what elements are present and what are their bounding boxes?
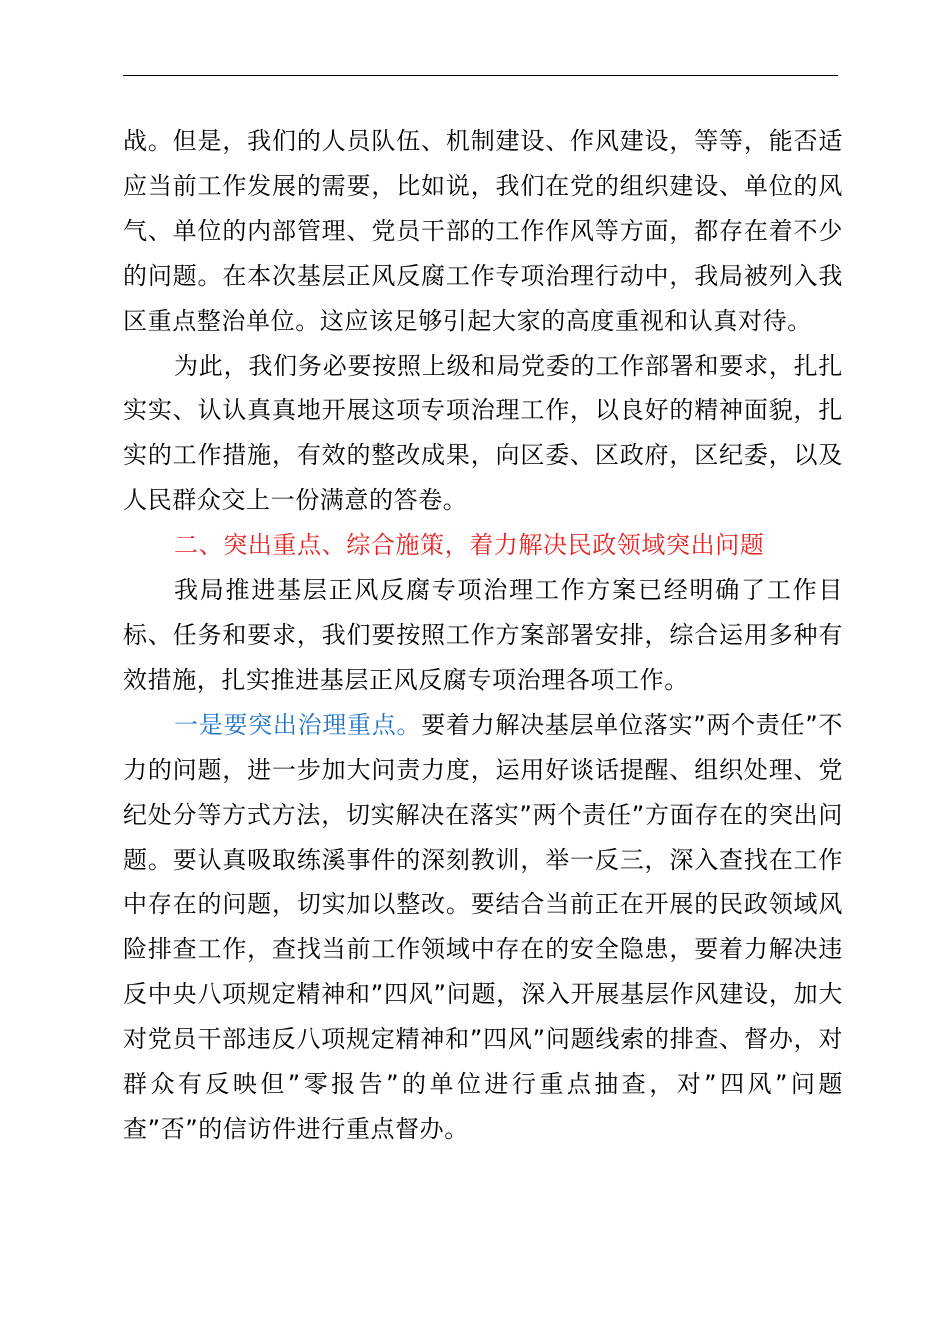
document-body: [123, 119, 843, 1152]
paragraph-continuation: 战。但是，我们的人员队伍、机制建设、作风建设，等等，能否适应当前工作发展的需要，比如说，我们在党的组织建设、单位的风气、单位的内部管理、党员干部的工作作风等方面，都存在着不少的问题。在本次基层正风反腐工作专项治理行动中，我局被列入我区重点整治单位。这应该足够引起大家的高度重视和认真对待。: [123, 127, 843, 335]
paragraph-commitment: 为此，我们务必要按照上级和局党委的工作部署和要求，扎扎实实、认认真真地开展这项专项治理工作，以良好的精神面貌，扎实的工作措施，有效的整改成果，向区委、区政府，区纪委，以及人民群众交上一份满意的答卷。: [123, 351, 843, 515]
paragraph-focus: [123, 703, 843, 1152]
paragraph-plan: 我局推进基层正风反腐专项治理工作方案已经明确了工作目标、任务和要求，我们要按照工作方案部署安排，综合运用多种有效措施，扎实推进基层正风反腐专项治理各项工作。: [123, 576, 843, 694]
point-lead: 一是要突出治理重点。: [174, 710, 422, 739]
point-body: 要着力解决基层单位落实”两个责任”不力的问题，进一步加大问责力度，运用好谈话提醒、组织处理、党纪处分等方式方法，切实解决在落实”两个责任”方面存在的突出问题。要认真吸取练溪事件的深刻教训，举一反三，深入查找在工作中存在的问题，切实加以整改。要结合当前正在开展的民政领域风险排查工作，查找当前工作领域中存在的安全隐患，要着力解决违反中央八项规定精神和”四风”问题，深入开展基层作风建设，加大对党员干部违反八项规定精神和”四风”问题线索的排查、督办，对群众有反映但”零报告”的单位进行重点抽查，对”四风”问题查”否”的信访件进行重点督办。: [123, 710, 843, 1143]
header-rule: [123, 75, 838, 76]
section-heading: 二、突出重点、综合施策，着力解决民政领域突出问题: [174, 531, 765, 560]
